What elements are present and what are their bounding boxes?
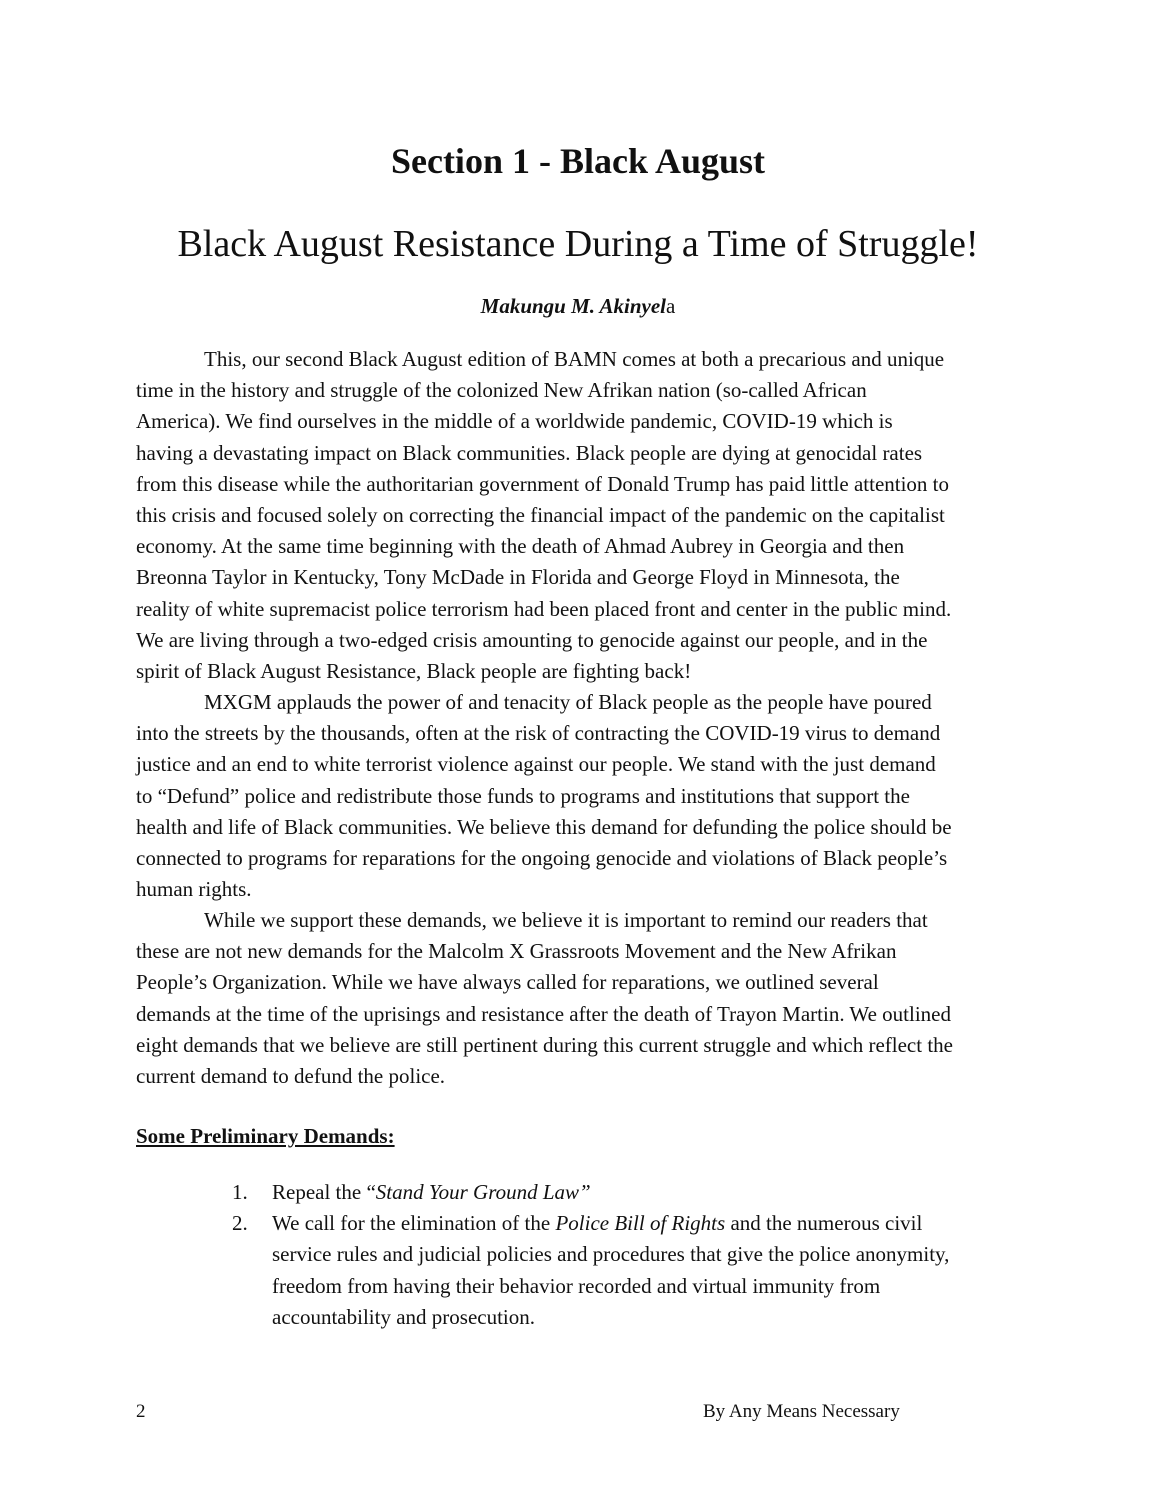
item-text: We call for the elimination of the xyxy=(272,1211,556,1236)
paragraph-line: to “Defund” police and redistribute those funds to programs and institutions that support the xyxy=(136,783,910,808)
item-text: and the numerous civil xyxy=(725,1211,923,1236)
paragraph-line: spirit of Black August Resistance, Black people are fighting back! xyxy=(136,659,692,684)
section-title: Section 1 - Black August xyxy=(390,141,766,181)
item-text-italic: Police Bill of Rights xyxy=(555,1211,726,1236)
paragraph-line: justice and an end to white terrorist violence against our people. We stand with the just demand xyxy=(136,752,936,777)
demands-heading: Some Preliminary Demands: xyxy=(136,1124,395,1148)
item-line: freedom from having their behavior recorded and virtual immunity from xyxy=(272,1273,881,1298)
paragraph-line: We are living through a two-edged crisis amounting to genocide against our people, and in the xyxy=(136,627,928,652)
paragraph-2 xyxy=(136,687,1036,905)
author-name-suffix: a xyxy=(666,294,676,318)
author-byline xyxy=(0,294,1156,319)
item-line: accountability and prosecution. xyxy=(272,1304,536,1329)
publication-name: By Any Means Necessary xyxy=(703,1401,900,1422)
paragraph-line: these are not new demands for the Malcolm X Grassroots Movement and the New Afrikan xyxy=(136,939,897,964)
paragraph-1 xyxy=(136,344,1036,687)
item-text: Repeal the “ xyxy=(272,1180,376,1204)
paragraph-line: health and life of Black communities. We believe this demand for defunding the police should be xyxy=(136,814,952,839)
paragraph-line: this crisis and focused solely on correcting the financial impact of the pandemic on the capitalist xyxy=(136,503,945,528)
item-number: 2. xyxy=(232,1211,248,1236)
author-name: Makungu M. Akinyel xyxy=(480,294,667,318)
item-number: 1. xyxy=(232,1180,248,1204)
paragraph-line: MXGM applauds the power of and tenacity of Black people as the people have poured xyxy=(204,690,932,714)
paragraph-line: human rights. xyxy=(136,877,252,902)
paragraph-line: connected to programs for reparations for the ongoing genocide and violations of Black people’s xyxy=(136,846,948,871)
item-line: service rules and judicial policies and procedures that give the police anonymity, xyxy=(272,1242,950,1267)
demand-item xyxy=(232,1177,949,1208)
paragraph-line: economy. At the same time beginning with the death of Ahmad Aubrey in Georgia and then xyxy=(136,534,905,559)
page-number: 2 xyxy=(136,1401,146,1422)
paragraph-line: into the streets by the thousands, often at the risk of contracting the COVID-19 virus to demand xyxy=(136,721,941,746)
paragraph-line: reality of white supremacist police terrorism had been placed front and center in the public mind. xyxy=(136,596,952,621)
paragraph-3 xyxy=(136,905,1036,1092)
paragraph-line: eight demands that we believe are still pertinent during this current struggle and which reflect the xyxy=(136,1032,953,1057)
paragraph-line: While we support these demands, we believe it is important to remind our readers that xyxy=(204,908,928,932)
paragraph-line: This, our second Black August edition of BAMN comes at both a precarious and unique xyxy=(204,347,945,371)
demand-item xyxy=(232,1208,949,1333)
paragraph-line: time in the history and struggle of the colonized New Afrikan nation (so-called African xyxy=(136,378,867,403)
paragraph-line: demands at the time of the uprisings and resistance after the death of Trayon Martin. We outlined xyxy=(136,1001,951,1026)
paragraph-line: current demand to defund the police. xyxy=(136,1064,446,1089)
paragraph-line: People’s Organization. While we have always called for reparations, we outlined several xyxy=(136,970,879,995)
item-text-italic: Stand Your Ground Law” xyxy=(375,1180,591,1204)
article-title: Black August Resistance During a Time of Struggle! xyxy=(177,223,979,265)
demands-list xyxy=(232,1177,949,1333)
paragraph-line: from this disease while the authoritarian government of Donald Trump has paid little attention to xyxy=(136,471,950,496)
paragraph-line: having a devastating impact on Black communities. Black people are dying at genocidal rates xyxy=(136,440,923,465)
paragraph-line: America). We find ourselves in the middle of a worldwide pandemic, COVID-19 which is xyxy=(136,409,893,434)
paragraph-line: Breonna Taylor in Kentucky, Tony McDade in Florida and George Floyd in Minnesota, the xyxy=(136,565,900,590)
